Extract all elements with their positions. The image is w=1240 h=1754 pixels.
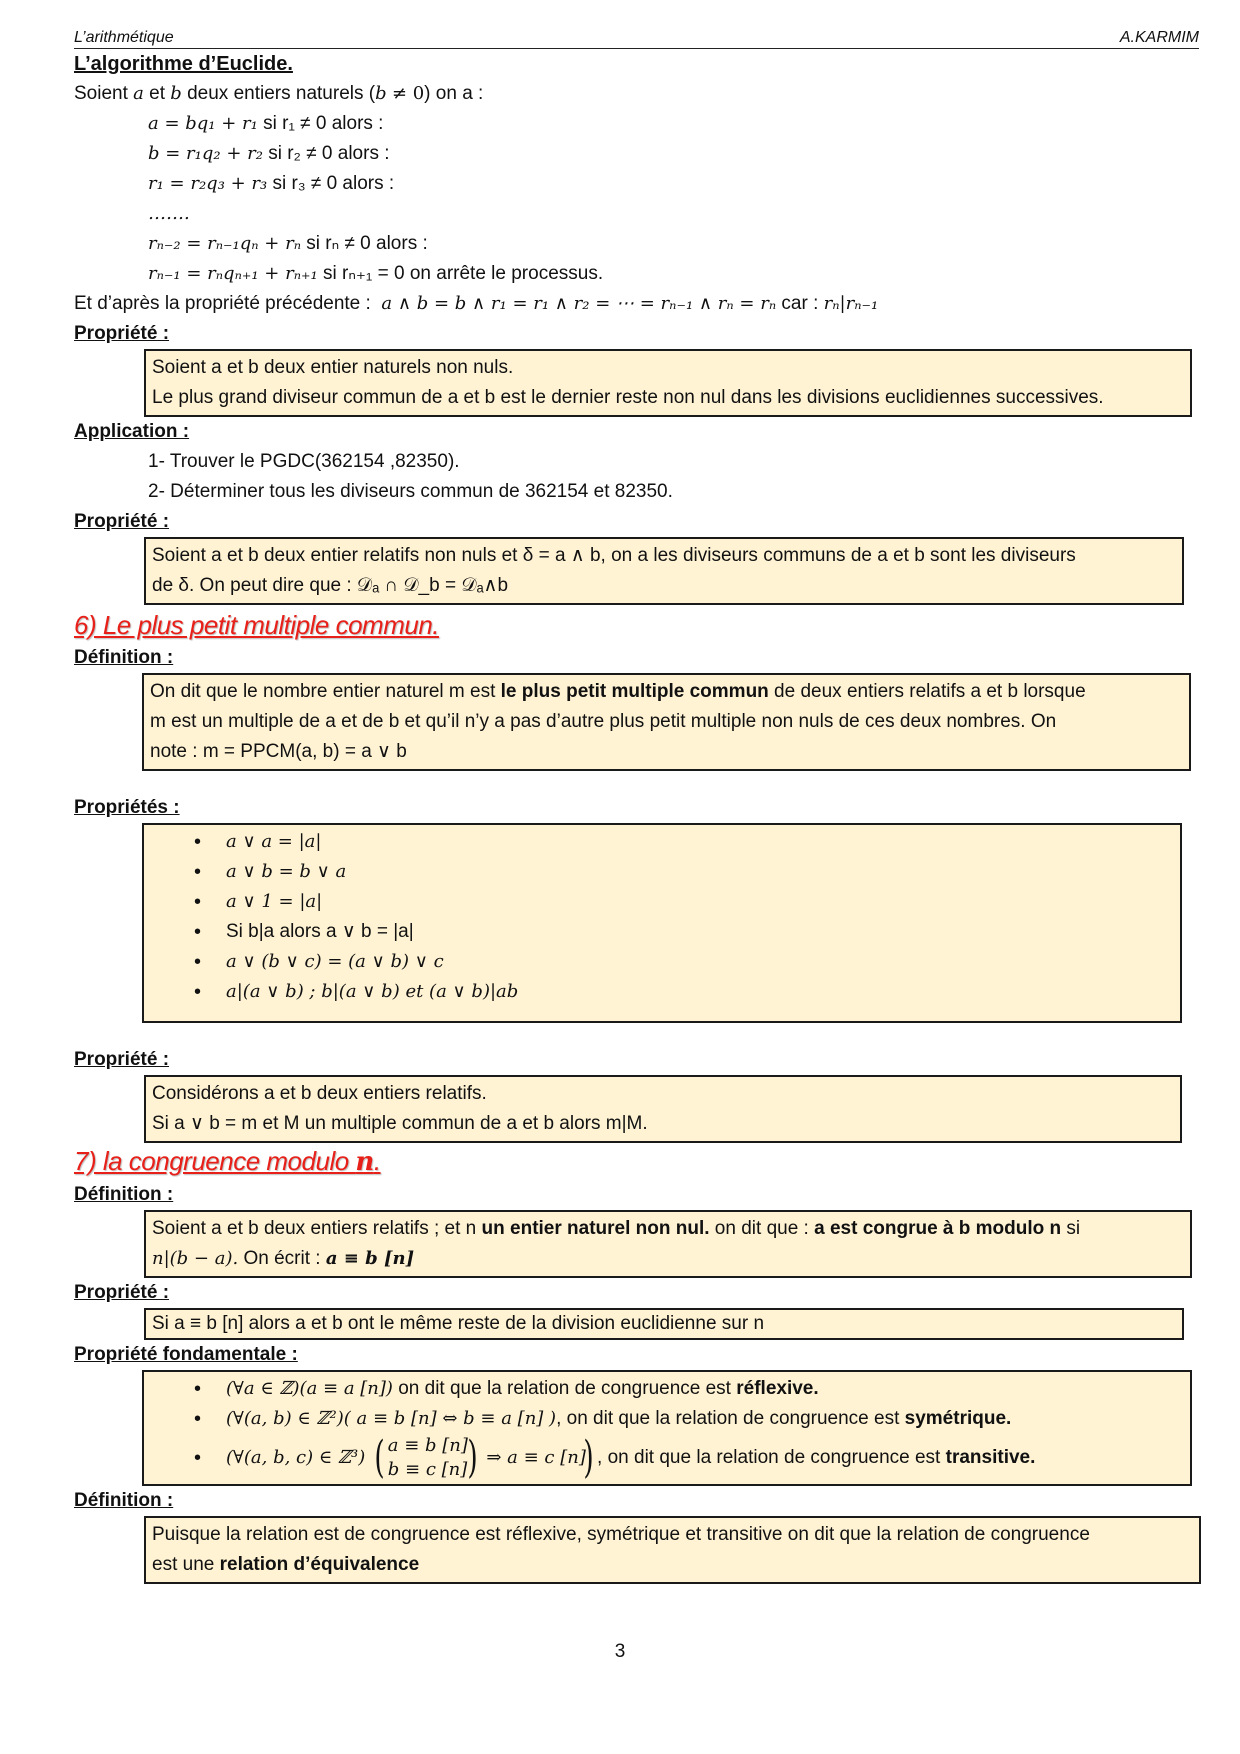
- section-6-title: 6) Le plus petit multiple commun.: [74, 610, 440, 640]
- list-item: • a ∨ 1 = |a|: [150, 887, 1174, 917]
- page-header: [74, 28, 1199, 49]
- euclide-steps: [74, 109, 1199, 289]
- def2-box: [144, 1210, 1192, 1278]
- list-item: • (∀(a, b) ∈ ℤ²)( a ≡ b [n] ⇔ b ≡ a [n] ), on dit que la relation de congruence est symétrique.: [150, 1404, 1184, 1434]
- euclide-intro: Soient a et b deux entiers naturels (b ≠ 0) on a :: [74, 83, 484, 104]
- prop4-box: [144, 1308, 1184, 1340]
- def1-line2: m est un multiple de a et de b et qu’il n’y a pas d’autre plus petit multiple non nuls de ces deux nombres. On: [150, 711, 1057, 732]
- list-item: • a ∨ (b ∨ c) = (a ∨ b) ∨ c: [150, 947, 1174, 977]
- def3-box: [144, 1516, 1201, 1584]
- prop4-line: Si a ≡ b [n] alors a et b ont le même reste de la division euclidienne sur n: [152, 1313, 765, 1334]
- fund-box: [142, 1370, 1192, 1486]
- euclide-step: …….: [148, 203, 190, 224]
- euclide-step: a = bq₁ + r₁ si r₁ ≠ 0 alors :: [148, 113, 384, 134]
- application-item-2: 2- Déterminer tous les diviseurs commun de 362154 et 82350.: [148, 481, 673, 502]
- prop3-line1: Considérons a et b deux entiers relatifs.: [152, 1083, 487, 1104]
- list-item: • a ∨ a = |a|: [150, 827, 1174, 857]
- section-7-title: 7) la congruence modulo n.: [74, 1146, 381, 1177]
- prop1-line1: Soient a et b deux entier naturels non nuls.: [152, 357, 514, 378]
- prop3-box: [144, 1075, 1182, 1143]
- application-label: Application :: [74, 421, 190, 442]
- def1-line1: On dit que le nombre entier naturel m est le plus petit multiple commun de deux entiers relatifs a et b lorsque: [150, 681, 1086, 702]
- euclide-conclusion: Et d’après la propriété précédente : a ∧ b = b ∧ r₁ = r₁ ∧ r₂ = ⋯ = rₙ₋₁ ∧ rₙ = rₙ car : rₙ|rₙ₋₁: [74, 293, 879, 314]
- list-item: • (∀(a, b, c) ∈ ℤ³) ( a ≡ b [n] b ≡ c [n] ) ⇒ a ≡ c [n]) , on dit que la relation de congruence est transitive.: [150, 1434, 1184, 1482]
- prop3-line2: Si a ∨ b = m et M un multiple commun de a et b alors m|M.: [152, 1113, 648, 1134]
- prop2-line2: de δ. On peut dire que : 𝒟ₐ ∩ 𝒟_b = 𝒟ₐ∧b: [152, 575, 509, 596]
- header-left: L’arithmétique: [74, 29, 174, 46]
- def2-label: Définition :: [74, 1184, 174, 1205]
- euclide-step: b = r₁q₂ + r₂ si r₂ ≠ 0 alors :: [148, 143, 390, 164]
- euclide-title: L’algorithme d’Euclide.: [74, 53, 293, 75]
- def3-line2: est une relation d’équivalence: [152, 1554, 420, 1576]
- fund-label: Propriété fondamentale :: [74, 1344, 298, 1365]
- euclide-step: r₁ = r₂q₃ + r₃ si r₃ ≠ 0 alors :: [148, 173, 395, 194]
- prop2-box: [144, 537, 1184, 605]
- prop1-line2: Le plus grand diviseur commun de a et b est le dernier reste non nul dans les divisions euclidiennes successives.: [152, 387, 1104, 408]
- prop4-label: Propriété :: [74, 1282, 170, 1303]
- def2-line2: n|(b − a). On écrit : a ≡ b [n]: [152, 1248, 415, 1269]
- def1-box: [142, 673, 1191, 771]
- props-label: Propriétés :: [74, 797, 180, 818]
- application-item-1: 1- Trouver le PGDC(362154 ,82350).: [148, 451, 460, 472]
- page-number: 3: [614, 1641, 626, 1662]
- euclide-step: rₙ₋₁ = rₙqₙ₊₁ + rₙ₊₁ si rₙ₊₁ = 0 on arrête le processus.: [148, 263, 604, 284]
- def3-line1: Puisque la relation est de congruence est réflexive, symétrique et transitive on dit que la relation de congruence: [152, 1524, 1090, 1546]
- prop1-box: [144, 349, 1192, 417]
- list-item: • a ∨ b = b ∨ a: [150, 857, 1174, 887]
- page: [74, 28, 1199, 1584]
- def1-label: Définition :: [74, 647, 174, 668]
- list-item: • (∀a ∈ ℤ)(a ≡ a [n]) on dit que la relation de congruence est réflexive.: [150, 1374, 1184, 1404]
- props-box: [142, 823, 1182, 1023]
- props-list: [150, 827, 1174, 1007]
- prop2-label: Propriété :: [74, 511, 170, 532]
- list-item: • Si b|a alors a ∨ b = |a|: [150, 917, 1174, 947]
- header-right: A.KARMIM: [1119, 29, 1199, 46]
- def2-line1: Soient a et b deux entiers relatifs ; et n un entier naturel non nul. on dit que : a est congrue à b modulo n si: [152, 1218, 1081, 1239]
- def3-label: Définition :: [74, 1490, 174, 1512]
- list-item: • a|(a ∨ b) ; b|(a ∨ b) et (a ∨ b)|ab: [150, 977, 1174, 1007]
- prop1-label: Propriété :: [74, 323, 170, 344]
- prop2-line1: Soient a et b deux entier relatifs non nuls et δ = a ∧ b, on a les diviseurs communs de a et b sont les diviseurs: [152, 545, 1076, 566]
- euclide-step: rₙ₋₂ = rₙ₋₁qₙ + rₙ si rₙ ≠ 0 alors :: [148, 233, 428, 254]
- fund-list: [150, 1374, 1184, 1482]
- def1-line3: note : m = PPCM(a, b) = a ∨ b: [150, 741, 407, 762]
- prop3-label: Propriété :: [74, 1049, 170, 1070]
